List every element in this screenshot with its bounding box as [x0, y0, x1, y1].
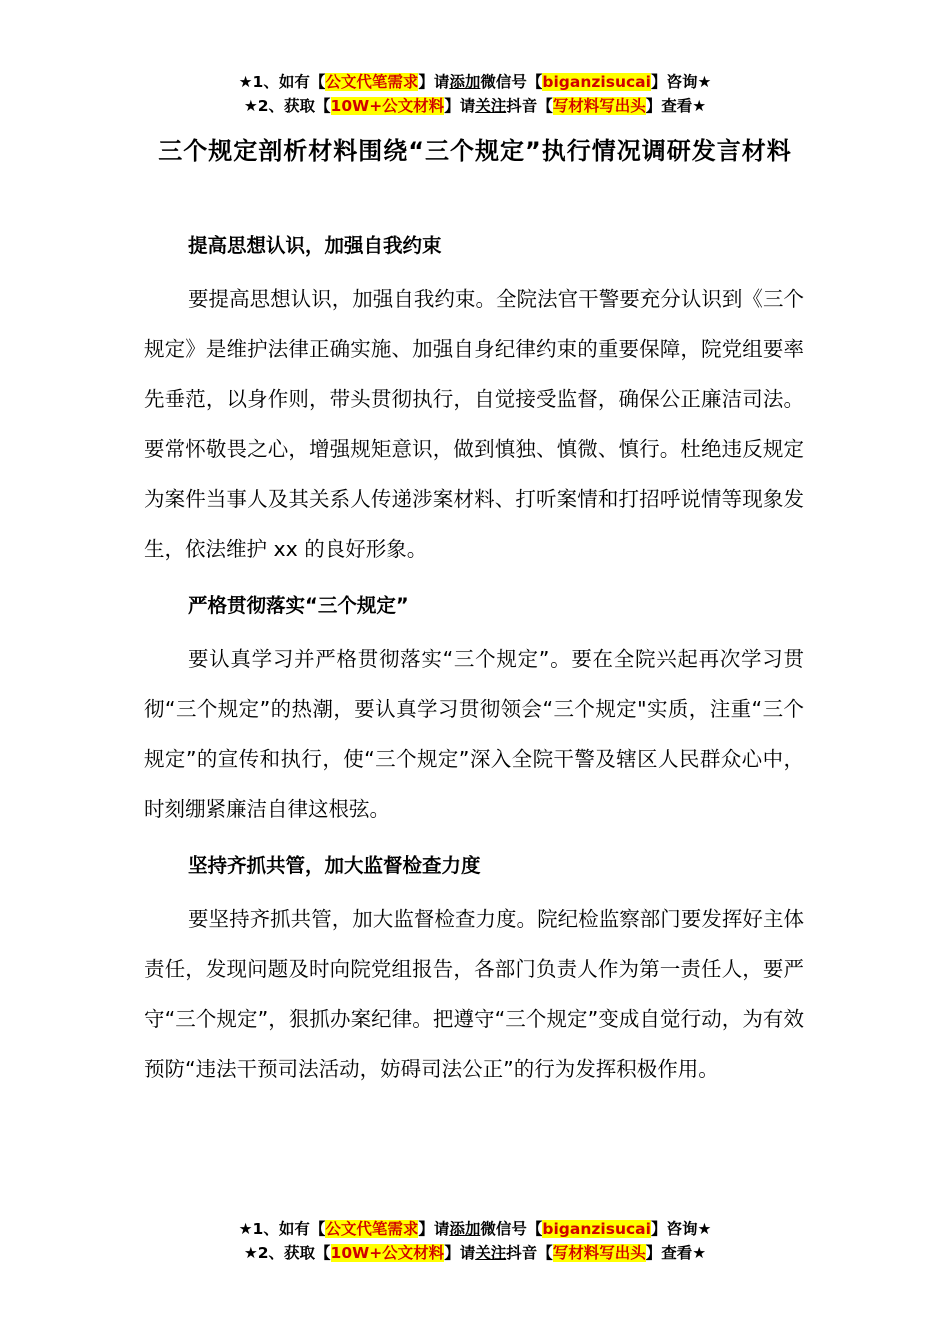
banner-text: ★2、获取【 [243, 97, 331, 115]
section-heading: 坚持齐抓共管，加大监督检查力度 [188, 854, 481, 877]
banner-text: 】查看★ [645, 1244, 707, 1262]
banner-text: 微信号【 [480, 1220, 543, 1238]
banner-highlight: 公文代笔需求 [325, 1220, 419, 1238]
footer-banner-line-1 [0, 1217, 950, 1241]
header-banner-line-1 [0, 70, 950, 94]
header-banner-line-2 [0, 94, 950, 118]
banner-highlight: 10W+公文材料 [330, 1244, 445, 1262]
footer-banner-line-2 [0, 1241, 950, 1265]
section-heading: 严格贯彻落实“三个规定” [188, 594, 409, 617]
section-3 [144, 846, 804, 1094]
douyin-id-highlight: 写材料写出头 [552, 1244, 646, 1262]
section-paragraph: 要认真学习并严格贯彻落实“三个规定”。要在全院兴起再次学习贯彻“三个规定”的热潮，要认真学习贯彻领会“三个规定"实质，注重“三个规定”的宣传和执行，使“三个规定”深入全院干警及辖区人民群众心中，时刻绷紧廉洁自律这根弦。 [144, 647, 804, 821]
wechat-id-highlight: biganzisucai [542, 1220, 651, 1238]
banner-text: 抖音【 [506, 1244, 553, 1262]
banner-text: ★2、获取【 [243, 1244, 331, 1262]
banner-text: 抖音【 [506, 97, 553, 115]
banner-underlined-text: 添加 [449, 73, 481, 91]
banner-text: 】查看★ [645, 97, 707, 115]
banner-text: 】请 [444, 97, 476, 115]
banner-underlined-text: 添加 [449, 1220, 481, 1238]
banner-text: 微信号【 [480, 73, 543, 91]
footer-banner [0, 1217, 950, 1265]
banner-highlight: 10W+公文材料 [330, 97, 445, 115]
banner-highlight: 公文代笔需求 [325, 73, 419, 91]
section-1 [144, 226, 804, 574]
banner-text: 】请 [418, 73, 450, 91]
banner-text: ★1、如有【 [238, 73, 326, 91]
header-banner [0, 70, 950, 118]
document-body [144, 226, 804, 1106]
section-paragraph: 要坚持齐抓共管，加大监督检查力度。院纪检监察部门要发挥好主体责任，发现问题及时向院党组报告，各部门负责人作为第一责任人，要严守“三个规定”，狠抓办案纪律。把遵守“三个规定”变成自觉行动，为有效预防“违法干预司法活动，妨碍司法公正”的行为发挥积极作用。 [144, 907, 804, 1081]
section-paragraph: 要提高思想认识，加强自我约束。全院法官干警要充分认识到《三个规定》是维护法律正确实施、加强自身纪律约束的重要保障，院党组要率先垂范，以身作则，带头贯彻执行，自觉接受监督，确保公正廉洁司法。要常怀敬畏之心，增强规矩意识，做到慎独、慎微、慎行。杜绝违反规定为案件当事人及其关系人传递涉案材料、打听案情和打招呼说情等现象发生，依法维护 xx 的良好形象。 [144, 287, 804, 561]
document-title: 三个规定剖析材料围绕“三个规定”执行情况调研发言材料 [158, 137, 792, 165]
banner-text: 】请 [444, 1244, 476, 1262]
banner-underlined-text: 关注 [475, 1244, 507, 1262]
banner-text: 】咨询★ [650, 1220, 712, 1238]
section-2 [144, 586, 804, 834]
banner-text: 】请 [418, 1220, 450, 1238]
douyin-id-highlight: 写材料写出头 [552, 97, 646, 115]
banner-underlined-text: 关注 [475, 97, 507, 115]
banner-text: 】咨询★ [650, 73, 712, 91]
wechat-id-highlight: biganzisucai [542, 73, 651, 91]
section-heading: 提高思想认识，加强自我约束 [188, 234, 442, 257]
banner-text: ★1、如有【 [238, 1220, 326, 1238]
